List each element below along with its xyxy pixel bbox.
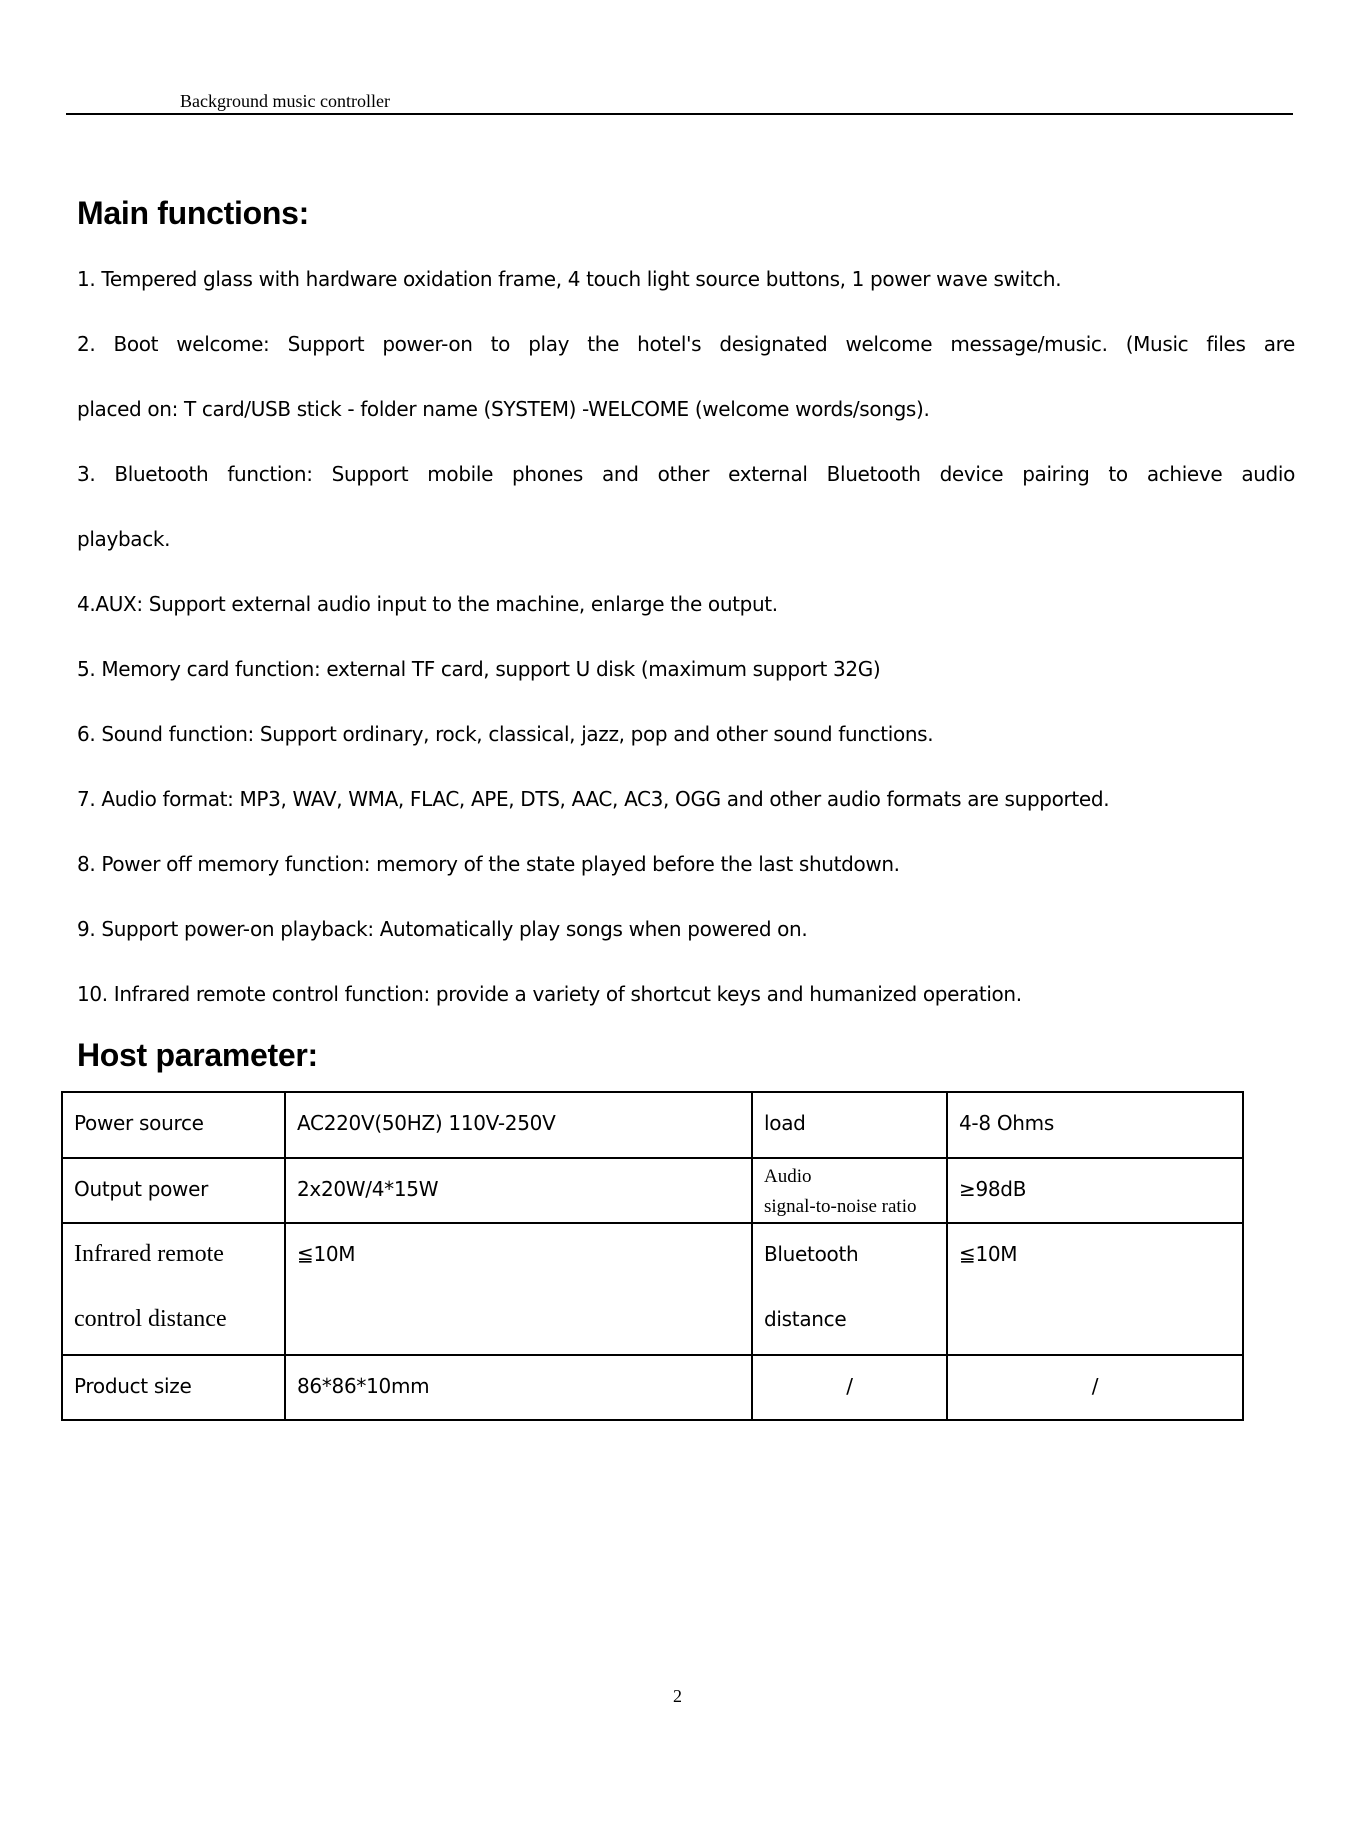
- table-row: [62, 1355, 1243, 1420]
- table-cell: [285, 1158, 752, 1223]
- param-value-empty: /: [1091, 1374, 1099, 1398]
- function-item-6: 6. Sound function: Support ordinary, rock, classical, jazz, pop and other sound functions.: [77, 722, 934, 746]
- param-value: 2x20W/4*15W: [297, 1177, 439, 1201]
- param-label-infrared: [74, 1224, 284, 1331]
- param-label: load: [764, 1111, 806, 1135]
- table-row: [62, 1092, 1243, 1158]
- function-item-8: 8. Power off memory function: memory of the state played before the last shutdown.: [77, 852, 900, 876]
- host-parameter-heading: Host parameter:: [77, 1037, 318, 1073]
- param-value: ≥98dB: [959, 1177, 1027, 1201]
- main-functions-heading: Main functions:: [77, 195, 309, 231]
- table-cell: [752, 1223, 947, 1355]
- param-value: ≦10M: [959, 1242, 1018, 1266]
- table-cell: [285, 1355, 752, 1420]
- param-value: AC220V(50HZ) 110V-250V: [297, 1111, 556, 1135]
- table-cell: [62, 1158, 285, 1223]
- function-item-4: 4.AUX: Support external audio input to the machine, enlarge the output.: [77, 592, 778, 616]
- param-label-line: Audio: [764, 1166, 812, 1187]
- param-label-line: Bluetooth: [764, 1242, 859, 1266]
- param-label-line: distance: [764, 1307, 847, 1331]
- function-item-3-line-1: 3. Bluetooth function: Support mobile phones and other external Bluetooth device pairing to achieve audio: [77, 462, 1295, 486]
- table-cell: [62, 1355, 285, 1420]
- function-item-5: 5. Memory card function: external TF card, support U disk (maximum support 32G): [77, 657, 881, 681]
- table-cell: [62, 1092, 285, 1158]
- table-row: [62, 1158, 1243, 1223]
- param-value: 4-8 Ohms: [959, 1111, 1054, 1135]
- param-label-bluetooth: [764, 1224, 946, 1331]
- function-item-2-line-1: 2. Boot welcome: Support power-on to play the hotel's designated welcome message/music. (Music files are: [77, 332, 1295, 356]
- function-item-2-line-2: placed on: T card/USB stick - folder name (SYSTEM) -WELCOME (welcome words/songs).: [77, 397, 930, 421]
- param-label: Power source: [74, 1111, 204, 1135]
- param-label: Product size: [74, 1374, 192, 1398]
- table-row: [62, 1223, 1243, 1355]
- param-label-snr: [764, 1159, 946, 1222]
- param-label-line: Infrared remote: [74, 1241, 224, 1267]
- function-item-10: 10. Infrared remote control function: provide a variety of shortcut keys and humanized operation.: [77, 982, 1022, 1006]
- table-cell: [62, 1223, 285, 1355]
- param-value: ≦10M: [297, 1242, 356, 1266]
- running-header: Background music controller: [180, 91, 390, 111]
- table-cell: [947, 1223, 1243, 1355]
- param-label-line: control distance: [74, 1306, 227, 1332]
- table-cell: [752, 1092, 947, 1158]
- function-item-9: 9. Support power-on playback: Automatically play songs when powered on.: [77, 917, 808, 941]
- table-cell: [285, 1092, 752, 1158]
- table-cell: [947, 1158, 1243, 1223]
- function-item-1: 1. Tempered glass with hardware oxidation frame, 4 touch light source buttons, 1 power wave switch.: [77, 267, 1062, 291]
- table-cell: [752, 1158, 947, 1223]
- param-label-empty: /: [846, 1374, 853, 1398]
- host-parameter-table: [61, 1091, 1244, 1421]
- table-cell: [752, 1355, 947, 1420]
- param-label: Output power: [74, 1177, 209, 1201]
- page-number: 2: [673, 1686, 682, 1706]
- function-item-3-line-2: playback.: [77, 527, 171, 551]
- table-cell: [285, 1223, 752, 1355]
- table-cell: [947, 1092, 1243, 1158]
- header-rule: [66, 113, 1293, 115]
- param-label-line: signal-to-noise ratio: [764, 1196, 917, 1217]
- param-value: 86*86*10mm: [297, 1374, 430, 1398]
- table-cell: [947, 1355, 1243, 1420]
- function-item-7: 7. Audio format: MP3, WAV, WMA, FLAC, APE, DTS, AAC, AC3, OGG and other audio formats are supported.: [77, 787, 1110, 811]
